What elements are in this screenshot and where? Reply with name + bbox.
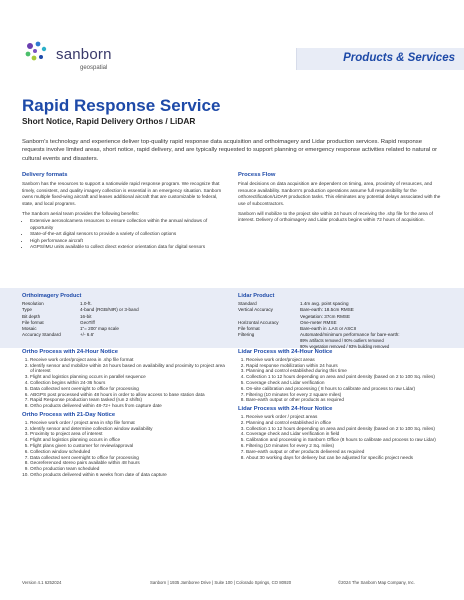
intro-paragraph: Sanborn's technology and experience deliver top-quality rapid response data acquisition and orthoimagery and Lidar production services. Rapid response requests involve limited areas, short notice, rapid delivery, and are typically requested to support planning or emergency response activities related to natural or cultural events and disasters. [22, 139, 438, 162]
lidar-24h-heading: Lidar Process with 24-Hour Notice [238, 349, 333, 355]
list-item: 9. Ortho production team scheduled [30, 466, 227, 472]
list-item: 5. Data collected sent overnight to office for processing [30, 386, 227, 392]
section-tag: Products & Services [343, 52, 455, 64]
lidar-24h-steps-2 [238, 414, 444, 460]
spec-value: Bare-earth: 18.5cm RMSE [300, 307, 354, 313]
list-item: • Extensive aerosolcamera resources to ensure collection within the annual windows of opportunity [30, 218, 224, 231]
spec-key: File format [238, 326, 260, 332]
lidar-product-table [238, 293, 446, 350]
list-item: 1. Receive work order / project area in shp file format [30, 420, 227, 426]
orthoimagery-product-heading: Orthoimagery Product [22, 293, 82, 299]
list-item: 3. Planning and control established during this time [246, 368, 444, 374]
spec-key: Vertical Accuracy [238, 307, 273, 313]
spec-key: Mosaic [22, 326, 37, 332]
spec-key: Standard [238, 301, 257, 307]
filtering-note: 89% artifacts removed / 90% outliers removed [300, 338, 384, 344]
brand-subtitle: geospatial [80, 65, 108, 71]
benefits-list [22, 218, 224, 250]
spec-key: Type [22, 307, 32, 313]
list-item: 7. Rapid Response production team tasked (run 2 shifts) [30, 397, 227, 403]
spec-key: File format [22, 319, 44, 325]
lidar-24h-heading-2: Lidar Process with 24-Hour Notice [238, 406, 333, 413]
list-item: • High performance aircraft [30, 238, 224, 244]
spec-value: 1.0-ft. [80, 301, 92, 307]
spec-value: Bare-earth in .LAS or ASCII [300, 326, 357, 332]
company-address: Sanborn | 1935 Jamboree Drive | Suite 100 | Colorado Springs, CO 80920 [150, 580, 292, 585]
spec-key: Resolution [22, 301, 44, 307]
spec-key: Horizontal Accuracy [238, 319, 279, 325]
delivery-paragraph-1: Sanborn has the resources to support a nationwide rapid response program. We recognize that timely, consistent, and quality imagery collection is essential in an emergency situation. Sanborn owns multiple fixed-wing aircraft and leases additional aircraft that are customizable to federal, state, and local programs. [22, 181, 222, 206]
list-item: 6. Filtering (10 minutes for every 2 Sq. miles) [246, 443, 444, 449]
delivery-paragraph-2: The Sanborn aerial team provides the following benefits: [22, 211, 139, 217]
list-item: 1. Receive work order/project areas [246, 357, 444, 363]
list-item: 8. Georeferenced stereo pairs available within 48 hours [30, 460, 227, 466]
page-title: Rapid Response Service [22, 96, 221, 115]
list-item: 6. On-site calibration and processing ( 8 hours to calibrate and process to raw Lidar) [246, 386, 444, 392]
spec-value: Vegetation: 37cm RMSE [300, 313, 351, 319]
list-item: 8. Ortho products delivered within 48-72+ hours from capture date [30, 403, 227, 409]
sanborn-logo-icon [22, 38, 50, 66]
list-item: 4. Flight and logistics planning occurs in office [30, 437, 227, 443]
spec-value: 4-band (RGB/NIR) or 3-band [80, 307, 139, 313]
spec-key: Bit depth [22, 313, 41, 319]
list-item: 10. Ortho products delivered within 6 weeks from date of data capture [30, 472, 227, 478]
list-item: 2. Planning and control established in office [246, 420, 444, 426]
lidar-24h-steps [238, 357, 444, 403]
list-item: 4. Collection begins within 24-36 hours [30, 380, 227, 386]
list-item: 3. Collection 1 to 12 hours depending on area and point density (based on 2 to 100 Sq. miles) [246, 426, 444, 432]
list-item: 2. Identify sensor and mobilize within 24 hours based on availability and proximity to project area of interest [30, 363, 227, 375]
section-tag-bar [296, 48, 464, 70]
process-flow-section [238, 172, 442, 228]
process-flow-paragraph-2: Sanborn will mobilize to the project site within 24 hours of receiving the .shp file for the area of interest. Delivery of orthoimagery and Lidar products begins within 72 hours of acquisition. [238, 211, 433, 223]
list-item: 5. Calibration and processing in Sanborn Office (8 hours to calibrate and process to raw Lidar) [246, 437, 444, 443]
ortho-24h-heading: Ortho Process with 24-Hour Notice [22, 349, 118, 355]
lidar-product-heading: Lidar Product [238, 293, 275, 299]
list-item: 7. Bare-earth output or other products delivered as required [246, 449, 444, 455]
spec-value: One-meter RMSE [300, 319, 337, 325]
list-item: 8. About 30 working days for delivery but can be adjusted for specific project needs [246, 455, 444, 461]
delivery-formats-section [22, 172, 224, 250]
list-item: 5. Flight plans given to customer for review/approval [30, 443, 227, 449]
version-label: Version 4.1 6252024 [22, 580, 62, 585]
spec-value: +/- 6.6' [80, 332, 95, 338]
spec-value: 1"= 200' map scale [80, 326, 119, 332]
spec-value: 16-bit [80, 313, 92, 319]
spec-value: 1.4m avg. point spacing [300, 301, 349, 307]
list-item: 4. Coverage check and Lidar verification in field [246, 431, 444, 437]
list-item: 5. Coverage check and Lidar verification [246, 380, 444, 386]
list-item: • State-of-the-art digital sensors to provide a variety of collection options [30, 231, 224, 237]
sanborn-logo [22, 28, 142, 78]
spec-value: GeoTiff [80, 319, 95, 325]
list-item: 7. Filtering (10 minutes for every 2 square miles) [246, 392, 444, 398]
footer [0, 576, 464, 594]
orthoimagery-product-table [22, 293, 222, 338]
ortho-24h-steps [22, 357, 227, 409]
spec-key: Filtering [238, 332, 255, 338]
process-flow-heading: Process Flow [238, 172, 276, 178]
spec-value: Automated/minimum performance for bare-earth: [300, 332, 400, 338]
filtering-note: 90% vegetation removed / 93% building removed [300, 344, 390, 350]
list-item: 3. Flight and logistics planning occurs in parallel sequence [30, 374, 227, 380]
table-row [22, 332, 222, 338]
brand-name: sanborn [56, 46, 112, 63]
list-item: 2. Identify sensor and determine collection window availability [30, 426, 227, 432]
list-item: 1. Receive work order/project area in .shp file format [30, 357, 227, 363]
list-item: 2. Rapid response mobilization within 24 hours [246, 363, 444, 369]
list-item: 4. Collection 1 to 12 hours depending on area and point density (based on 2 to 100 Sq. miles) [246, 374, 444, 380]
copyright: ©2024 The Sanborn Map Company, Inc. [338, 580, 415, 585]
list-item: 6. ABGPS post processed within 48 hours in order to allow access to base station data [30, 392, 227, 398]
list-item: 6. Collection window scheduled [30, 449, 227, 455]
lidar-process-column [238, 350, 444, 464]
process-flow-paragraph-1: Final decisions on data acquisition are dependent on timing, area, proximity of resources, and resource availability. Sanborn's production operations assume full responsibility for the orthorectification/LiDAR production tasks. This eliminates any potential delays associated with the use of subcontractors. [238, 181, 441, 206]
list-item: 8. Bare-earth output or other products as required [246, 397, 444, 403]
list-item: 7. Data collected sent overnight to office for processing [30, 455, 227, 461]
spec-key: Accuracy Standard [22, 332, 61, 338]
ortho-21d-heading: Ortho Process with 21-Day Notice [22, 411, 116, 418]
list-item: • AGPS/IMU units available to collect direct exterior orientation data for digital sensors [30, 244, 224, 250]
ortho-process-column [22, 350, 227, 482]
delivery-formats-heading: Delivery formats [22, 172, 68, 178]
ortho-21d-steps [22, 420, 227, 478]
list-item: 1. Receive work order / project areas [246, 414, 444, 420]
page-subtitle: Short Notice, Rapid Delivery Orthos / LiDAR [22, 116, 196, 126]
list-item: 3. Proximity to project area of interest [30, 431, 227, 437]
